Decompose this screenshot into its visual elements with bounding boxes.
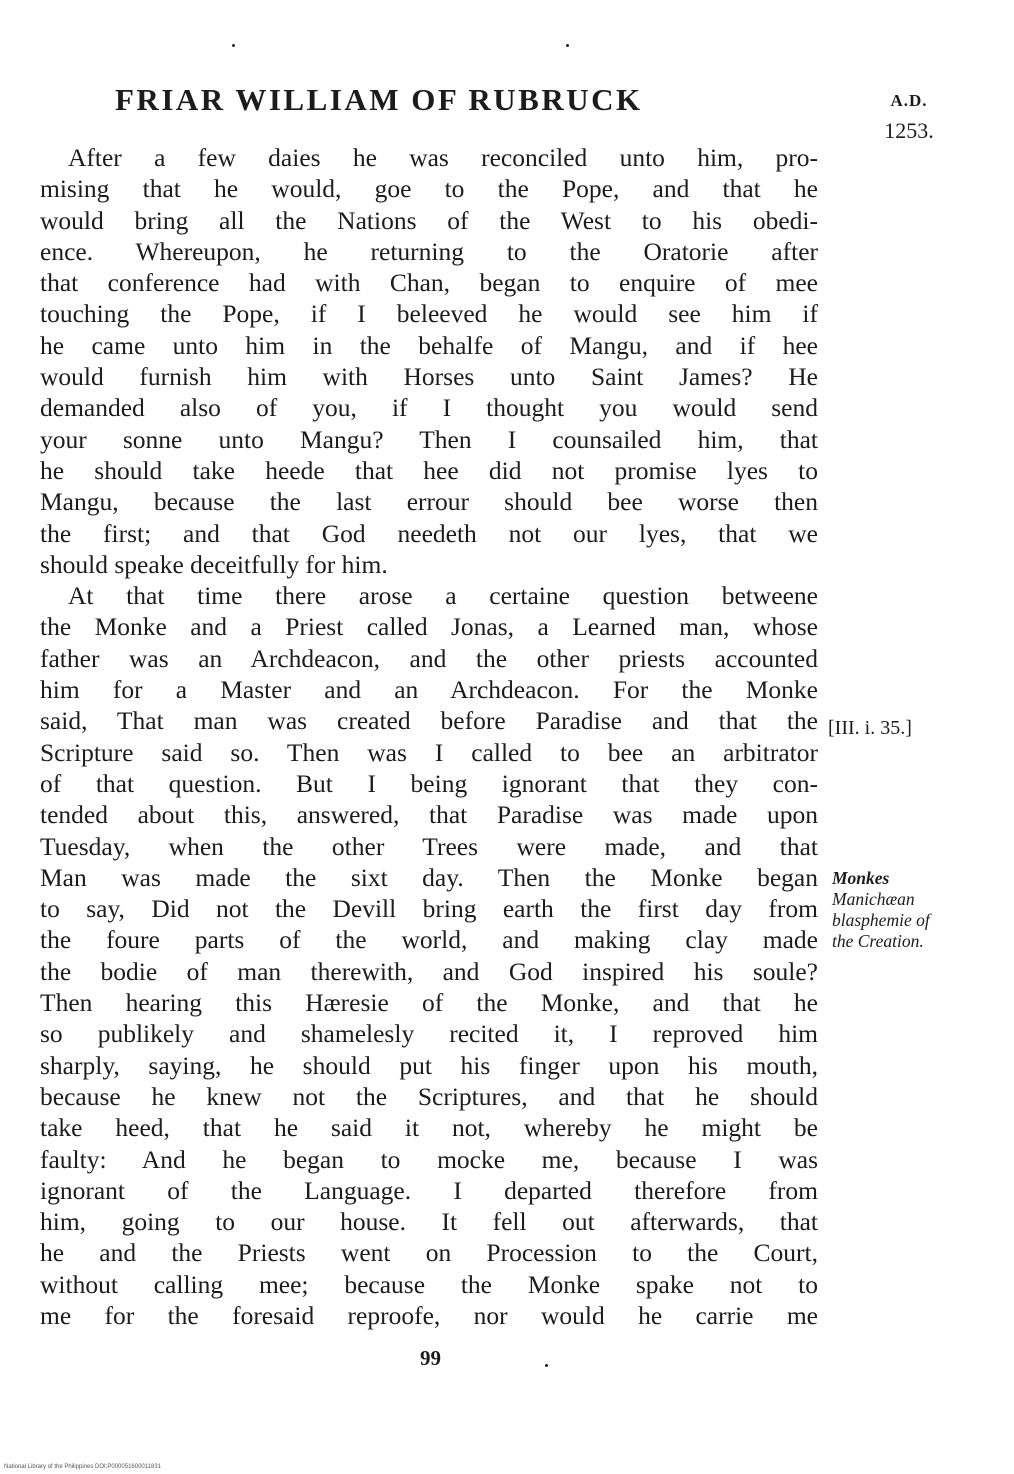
- text-line: your sonne unto Mangu? Then I counsailed him, that: [40, 424, 818, 454]
- text-line: him, going to our house. It fell out afterwards, that: [40, 1207, 818, 1237]
- text-line: ignorant of the Language. I departed therefore from: [40, 1175, 818, 1205]
- text-line: mising that he would, goe to the Pope, and that he: [40, 174, 818, 204]
- text-line: without calling mee; because the Monke spake not to: [40, 1269, 818, 1299]
- paragraph-1: [40, 142, 818, 580]
- text-line: faulty: And he began to mocke me, because I was: [40, 1144, 818, 1174]
- text-line: that conference had with Chan, began to enquire of mee: [40, 268, 818, 298]
- text-line: the foure parts of the world, and making clay made: [40, 925, 818, 955]
- text-line: the Monke and a Priest called Jonas, a Learned man, whose: [40, 612, 818, 642]
- year-era: A.D.: [890, 91, 928, 110]
- ink-speck: [566, 44, 569, 47]
- running-title: FRIAR WILLIAM OF RUBRUCK: [115, 82, 643, 117]
- text-line: because he knew not the Scriptures, and that he should: [40, 1081, 818, 1111]
- text-line: would bring all the Nations of the West to his obedi-: [40, 205, 818, 235]
- text-line: After a few daies he was reconciled unto him, pro-: [68, 143, 818, 172]
- margin-note-line: the Creation.: [832, 931, 924, 951]
- body-text: [40, 142, 818, 1331]
- text-line: take heed, that he said it not, whereby he might be: [40, 1113, 818, 1143]
- year-marker: [874, 86, 944, 146]
- text-line: Mangu, because the last errour should bee worse then: [40, 487, 818, 517]
- text-line: said, That man was created before Paradise and that the: [40, 706, 818, 736]
- page-number: 99: [420, 1346, 441, 1370]
- text-line: me for the foresaid reproofe, nor would he carrie me: [40, 1300, 818, 1330]
- margin-note-line: Monkes: [832, 868, 890, 888]
- text-line: Tuesday, when the other Trees were made, and that: [40, 831, 818, 861]
- text-line: Man was made the sixt day. Then the Monke began: [40, 862, 818, 892]
- scan-credit: National Library of the Philippines DOI:P000051600011831: [4, 1464, 161, 1470]
- text-line: he and the Priests went on Procession to the Court,: [40, 1238, 818, 1268]
- margin-note-line: blasphemie of: [832, 910, 930, 930]
- ink-speck: [545, 1364, 548, 1367]
- text-line: father was an Archdeacon, and the other priests accounted: [40, 643, 818, 673]
- text-line: touching the Pope, if I beleeved he would see him if: [40, 299, 818, 329]
- text-line: sharply, saying, he should put his finger upon his mouth,: [40, 1050, 818, 1080]
- text-line: he should take heede that hee did not promise lyes to: [40, 455, 818, 485]
- margin-note-line: Manichæan: [832, 889, 915, 909]
- text-line: Scripture said so. Then was I called to bee an arbitrator: [40, 737, 818, 767]
- text-line: would furnish him with Horses unto Saint James? He: [40, 362, 818, 392]
- text-line: tended about this, answered, that Paradise was made upon: [40, 800, 818, 830]
- text-line: he came unto him in the behalfe of Mangu, and if hee: [40, 330, 818, 360]
- text-line: ence. Whereupon, he returning to the Oratorie after: [40, 236, 818, 266]
- text-line: Then hearing this Hæresie of the Monke, and that he: [40, 988, 818, 1018]
- text-line: of that question. But I being ignorant that they con-: [40, 768, 818, 798]
- paragraph-2: [40, 580, 818, 1331]
- year-number: 1253.: [884, 118, 934, 143]
- text-line: him for a Master and an Archdeacon. For the Monke: [40, 675, 818, 705]
- text-line: to say, Did not the Devill bring earth the first day from: [40, 894, 818, 924]
- margin-note: [832, 868, 982, 952]
- ink-speck: [232, 44, 235, 47]
- text-line: the bodie of man therewith, and God inspired his soule?: [40, 956, 818, 986]
- margin-reference: [III. i. 35.]: [828, 717, 912, 739]
- text-line: the first; and that God needeth not our lyes, that we: [40, 518, 818, 548]
- text-line: At that time there arose a certaine question betweene: [68, 581, 818, 611]
- text-line: so publikely and shamelesly recited it, I reproved him: [40, 1019, 818, 1049]
- text-line: demanded also of you, if I thought you would send: [40, 393, 818, 423]
- text-line: should speake deceitfully for him.: [40, 549, 388, 579]
